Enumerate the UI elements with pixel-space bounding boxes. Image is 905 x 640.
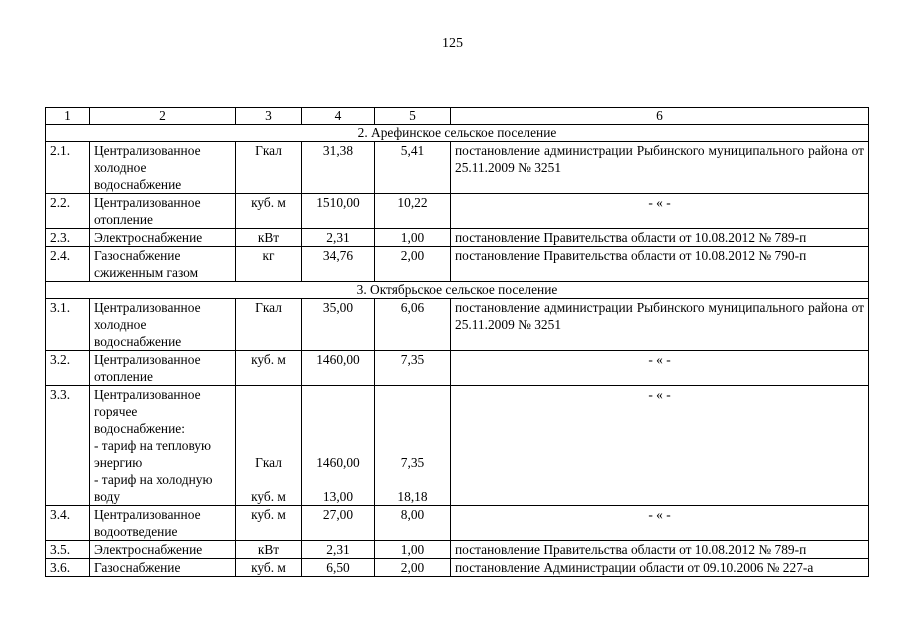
- legal-basis: постановление администрации Рыбинского муниципального района от 25.11.2009 № 3251: [451, 142, 869, 194]
- section-row: [46, 125, 869, 142]
- norm-value: 2,31: [302, 541, 375, 559]
- unit-cell: Гкал: [236, 142, 302, 194]
- table-row: [46, 229, 869, 247]
- row-number: 2.1.: [46, 142, 90, 194]
- legal-basis-ditto: - « -: [451, 506, 869, 541]
- row-number: 3.6.: [46, 559, 90, 577]
- section-title: 3. Октябрьское сельское поселение: [46, 282, 869, 299]
- tariff-value: 2,00: [375, 559, 451, 577]
- table-row: [46, 506, 869, 541]
- table-row: [46, 351, 869, 386]
- tariff-value: 8,00: [375, 506, 451, 541]
- unit-cell: куб. м: [236, 559, 302, 577]
- tariff-table: [45, 107, 869, 577]
- unit-cell-group: [236, 386, 302, 506]
- tariff-value: 10,22: [375, 194, 451, 229]
- service-name: Централизованное холодное водоснабжение: [90, 299, 236, 351]
- legal-basis: постановление Правительства области от 10.08.2012 № 789-п: [451, 229, 869, 247]
- unit-cell: кВт: [236, 541, 302, 559]
- column-header: 1: [46, 108, 90, 125]
- norm-value: 13,00: [322, 489, 354, 504]
- service-name: Централизованное отопление: [90, 194, 236, 229]
- table-row: [46, 559, 869, 577]
- table-header-row: [46, 108, 869, 125]
- section-title: 2. Арефинское сельское поселение: [46, 125, 869, 142]
- sub-item-name: - тариф на холодную воду: [94, 472, 213, 504]
- legal-basis-ditto: - « -: [451, 194, 869, 229]
- legal-basis: постановление Правительства области от 10.08.2012 № 789-п: [451, 541, 869, 559]
- table-row: [46, 247, 869, 282]
- tariff-value: 1,00: [375, 229, 451, 247]
- column-header: 5: [375, 108, 451, 125]
- column-header: 3: [236, 108, 302, 125]
- legal-basis: постановление Администрации области от 09.10.2006 № 227-а: [451, 559, 869, 577]
- section-row: [46, 282, 869, 299]
- table-row: [46, 386, 869, 506]
- tariff-value: 5,41: [375, 142, 451, 194]
- tariff-value: 1,00: [375, 541, 451, 559]
- unit-cell: куб. м: [236, 194, 302, 229]
- row-number: 2.2.: [46, 194, 90, 229]
- row-number: 2.4.: [46, 247, 90, 282]
- sub-item-name: - тариф на тепловую энергию: [94, 438, 212, 470]
- table-row: [46, 299, 869, 351]
- unit-cell: кг: [236, 247, 302, 282]
- row-number: 3.4.: [46, 506, 90, 541]
- service-name: Газоснабжение: [90, 559, 236, 577]
- service-name: Газоснабжение сжиженным газом: [90, 247, 236, 282]
- service-name: Централизованное холодное водоснабжение: [90, 142, 236, 194]
- norm-value: 34,76: [302, 247, 375, 282]
- norm-value: 1510,00: [302, 194, 375, 229]
- column-header: 4: [302, 108, 375, 125]
- service-name-group: [90, 386, 236, 506]
- norm-value-group: [302, 386, 375, 506]
- row-number: 3.1.: [46, 299, 90, 351]
- unit-cell: Гкал: [236, 299, 302, 351]
- table-row: [46, 194, 869, 229]
- norm-value: 6,50: [302, 559, 375, 577]
- row-number: 2.3.: [46, 229, 90, 247]
- tariff-value: 6,06: [375, 299, 451, 351]
- unit-cell: кВт: [236, 229, 302, 247]
- tariff-value: 18,18: [397, 489, 428, 504]
- unit-cell: куб. м: [251, 489, 286, 504]
- row-number: 3.5.: [46, 541, 90, 559]
- service-name: Централизованное горячее водоснабжение:: [94, 387, 201, 436]
- service-name: Централизованное водоотведение: [90, 506, 236, 541]
- row-number: 3.3.: [46, 386, 90, 506]
- table-row: [46, 541, 869, 559]
- page-number: 125: [442, 36, 463, 51]
- unit-cell: куб. м: [236, 351, 302, 386]
- service-name: Централизованное отопление: [90, 351, 236, 386]
- legal-basis: постановление Правительства области от 10.08.2012 № 790-п: [451, 247, 869, 282]
- norm-value: 1460,00: [316, 455, 360, 470]
- legal-basis-ditto: - « -: [451, 351, 869, 386]
- column-header: 6: [451, 108, 869, 125]
- norm-value: 1460,00: [302, 351, 375, 386]
- tariff-value: 2,00: [375, 247, 451, 282]
- norm-value: 27,00: [302, 506, 375, 541]
- norm-value: 31,38: [302, 142, 375, 194]
- legal-basis: постановление администрации Рыбинского муниципального района от 25.11.2009 № 3251: [451, 299, 869, 351]
- table-row: [46, 142, 869, 194]
- service-name: Электроснабжение: [90, 541, 236, 559]
- unit-cell: Гкал: [255, 455, 282, 470]
- tariff-value-group: [375, 386, 451, 506]
- tariff-value: 7,35: [400, 455, 425, 470]
- legal-basis-ditto: - « -: [451, 386, 869, 506]
- norm-value: 2,31: [302, 229, 375, 247]
- column-header: 2: [90, 108, 236, 125]
- tariff-value: 7,35: [375, 351, 451, 386]
- norm-value: 35,00: [302, 299, 375, 351]
- unit-cell: куб. м: [236, 506, 302, 541]
- row-number: 3.2.: [46, 351, 90, 386]
- service-name: Электроснабжение: [90, 229, 236, 247]
